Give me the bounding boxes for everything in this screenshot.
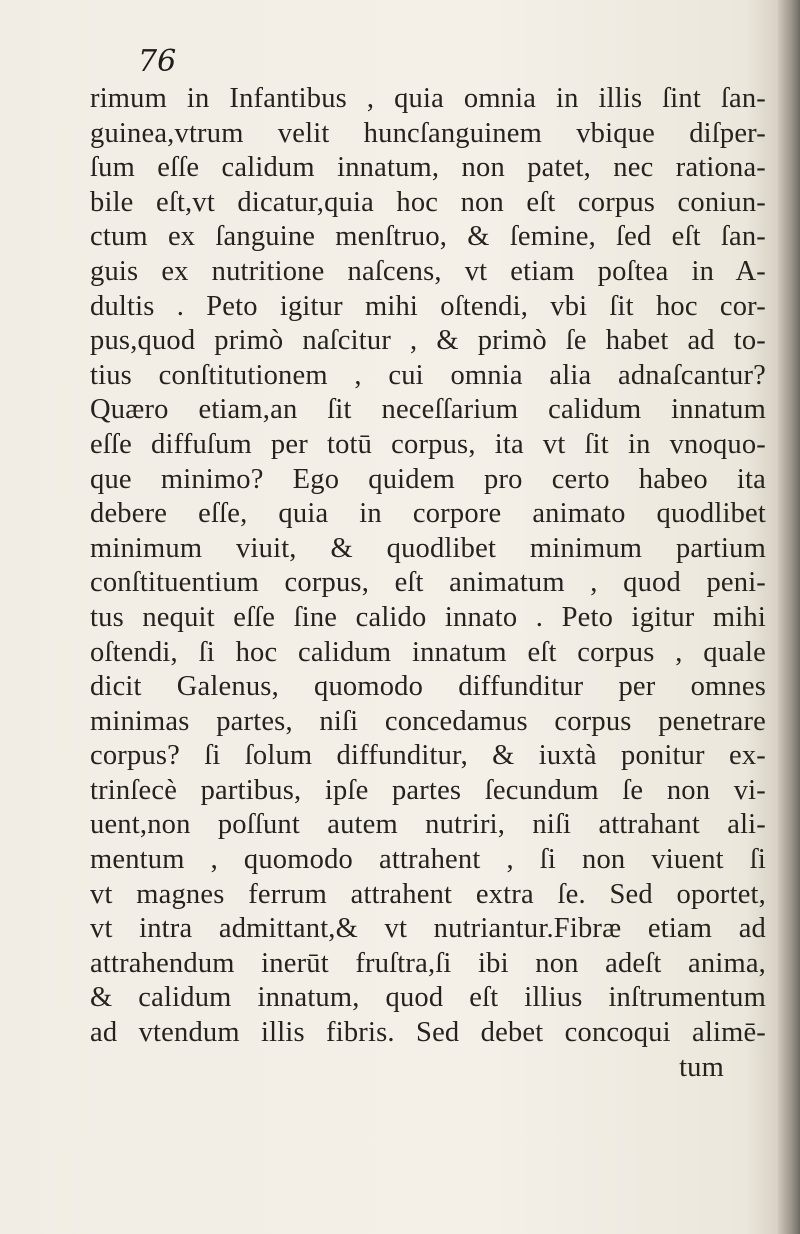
text-line: bile eſt,vt dicatur,quia hoc non eſt corpus coniun-: [90, 186, 766, 218]
text-line: trinſecè partibus, ipſe partes ſecundum ſe non vi-: [90, 774, 766, 806]
page-gutter: [778, 0, 800, 1234]
text-line: tius conſtitutionem , cui omnia alia adnaſcantur?: [90, 359, 766, 391]
text-line: eſſe diffuſum per totū corpus, ita vt ſit in vnoquo-: [90, 428, 766, 460]
text-line: conſtituentium corpus, eſt animatum , quod peni-: [90, 567, 766, 599]
text-line: debere eſſe, quia in corpore animato quodlibet: [90, 498, 766, 530]
text-line: Quæro etiam,an ſit neceſſarium calidum innatum: [90, 394, 766, 426]
text-line: minimas partes, niſi concedamus corpus penetrare: [90, 705, 766, 737]
text-line: corpus? ſi ſolum diffunditur, & iuxtà ponitur ex-: [90, 740, 766, 772]
text-line: ad vtendum illis fibris. Sed debet concoqui alimē-: [90, 1017, 766, 1049]
catchword: tum: [679, 1051, 724, 1083]
text-line: dultis . Peto igitur mihi oſtendi, vbi ſit hoc cor-: [90, 290, 766, 322]
page-number: 76: [138, 44, 177, 79]
text-line: minimum viuit, & quodlibet minimum partium: [90, 532, 766, 564]
text-line: attrahendum inerūt fruſtra,ſi ibi non adeſt anima,: [90, 947, 766, 979]
text-line: & calidum innatum, quod eſt illius inſtrumentum: [90, 982, 766, 1014]
text-line: vt intra admittant,& vt nutriantur.Fibræ etiam ad: [90, 913, 766, 945]
text-line: vt magnes ferrum attrahent extra ſe. Sed oportet,: [90, 878, 766, 910]
body-text: [90, 82, 766, 1085]
text-line: mentum , quomodo attrahent , ſi non viuent ſi: [90, 844, 766, 876]
text-line: que minimo? Ego quidem pro certo habeo ita: [90, 463, 766, 495]
text-line: pus,quod primò naſcitur , & primò ſe habet ad to-: [90, 325, 766, 357]
text-line: guis ex nutritione naſcens, vt etiam poſtea in A-: [90, 255, 766, 287]
text-line: dicit Galenus, quomodo diffunditur per omnes: [90, 671, 766, 703]
text-line: uent,non poſſunt autem nutriri, niſi attrahant ali-: [90, 809, 766, 841]
text-line: oſtendi, ſi hoc calidum innatum eſt corpus , quale: [90, 636, 766, 668]
text-line: ctum ex ſanguine menſtruo, & ſemine, ſed eſt ſan-: [90, 221, 766, 253]
text-line: rimum in Infantibus , quia omnia in illis ſint ſan-: [90, 83, 766, 114]
text-line: ſum eſſe calidum innatum, non patet, nec rationa-: [90, 152, 766, 184]
text-line: tus nequit eſſe ſine calido innato . Peto igitur mihi: [90, 601, 766, 633]
text-line: guinea,vtrum velit huncſanguinem vbique diſper-: [90, 117, 766, 149]
